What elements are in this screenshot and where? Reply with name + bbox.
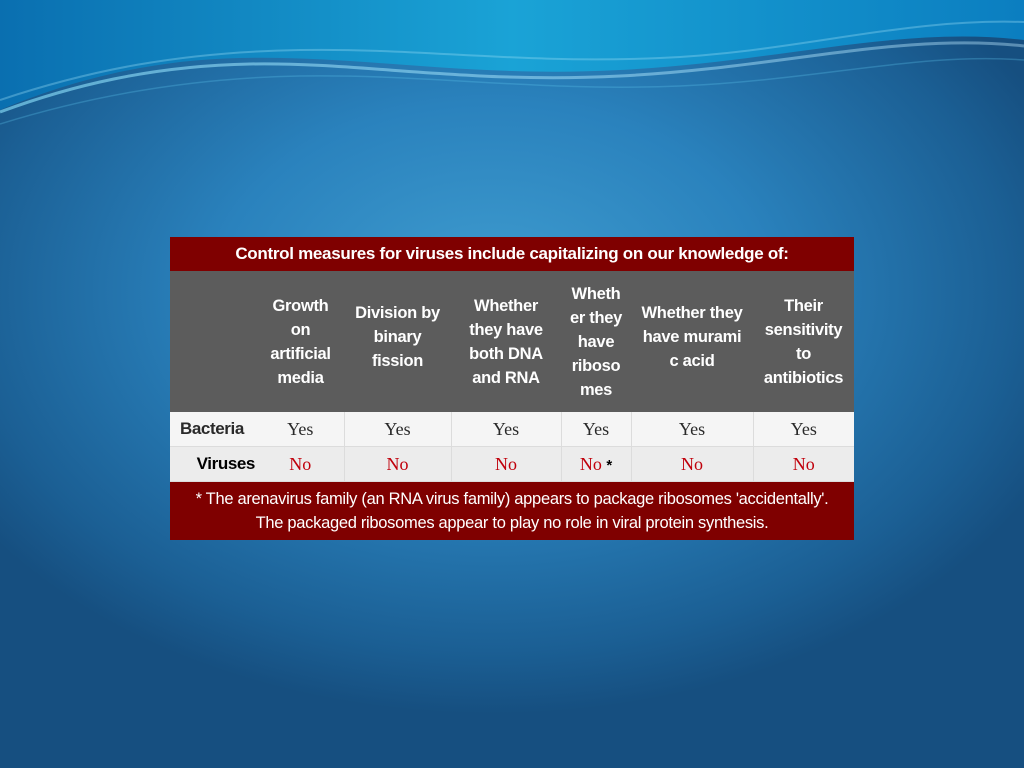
header-antibiotic-sensitivity: Their sensitivity to antibiotics <box>753 271 854 412</box>
table-title: Control measures for viruses include capitalizing on our knowledge of: <box>170 237 854 271</box>
comparison-table <box>170 237 854 540</box>
header-empty-cell <box>170 271 257 412</box>
cell-bacteria-muramic: Yes <box>631 412 753 447</box>
cell-viruses-ribosomes <box>561 447 631 482</box>
row-label-viruses: Viruses <box>170 447 257 482</box>
table-row-bacteria <box>170 412 854 447</box>
cell-viruses-fission: No <box>344 447 451 482</box>
header-dna-and-rna: Whether they have both DNA and RNA <box>451 271 561 412</box>
table-footnote-row <box>170 482 854 541</box>
cell-viruses-antibiotics: No <box>753 447 854 482</box>
cell-viruses-growth: No <box>257 447 344 482</box>
cell-viruses-ribosomes-value: No <box>579 453 602 474</box>
cell-viruses-dna-rna: No <box>451 447 561 482</box>
cell-bacteria-dna-rna: Yes <box>451 412 561 447</box>
header-ribosomes: Wheth er they have riboso mes <box>561 271 631 412</box>
header-division-by-binary-fission: Division by binary fission <box>344 271 451 412</box>
table-title-row <box>170 237 854 271</box>
footnote-line-1: * The arenavirus family (an RNA virus family) appears to package ribosomes 'accidentally'. <box>195 490 829 508</box>
header-growth-on-artificial-media: Growth on artificial media <box>257 271 344 412</box>
footnote-marker: * <box>606 456 613 474</box>
cell-bacteria-antibiotics: Yes <box>753 412 854 447</box>
table-header-row <box>170 271 854 412</box>
cell-viruses-muramic: No <box>631 447 753 482</box>
header-muramic-acid: Whether they have murami c acid <box>631 271 753 412</box>
cell-bacteria-growth: Yes <box>257 412 344 447</box>
table-footnote <box>170 482 854 541</box>
footnote-line-2: The packaged ribosomes appear to play no role in viral protein synthesis. <box>255 514 769 532</box>
row-label-bacteria: Bacteria <box>170 412 257 447</box>
table-row-viruses <box>170 447 854 482</box>
cell-bacteria-ribosomes: Yes <box>561 412 631 447</box>
cell-bacteria-fission: Yes <box>344 412 451 447</box>
decorative-wave-banner <box>0 0 1024 130</box>
